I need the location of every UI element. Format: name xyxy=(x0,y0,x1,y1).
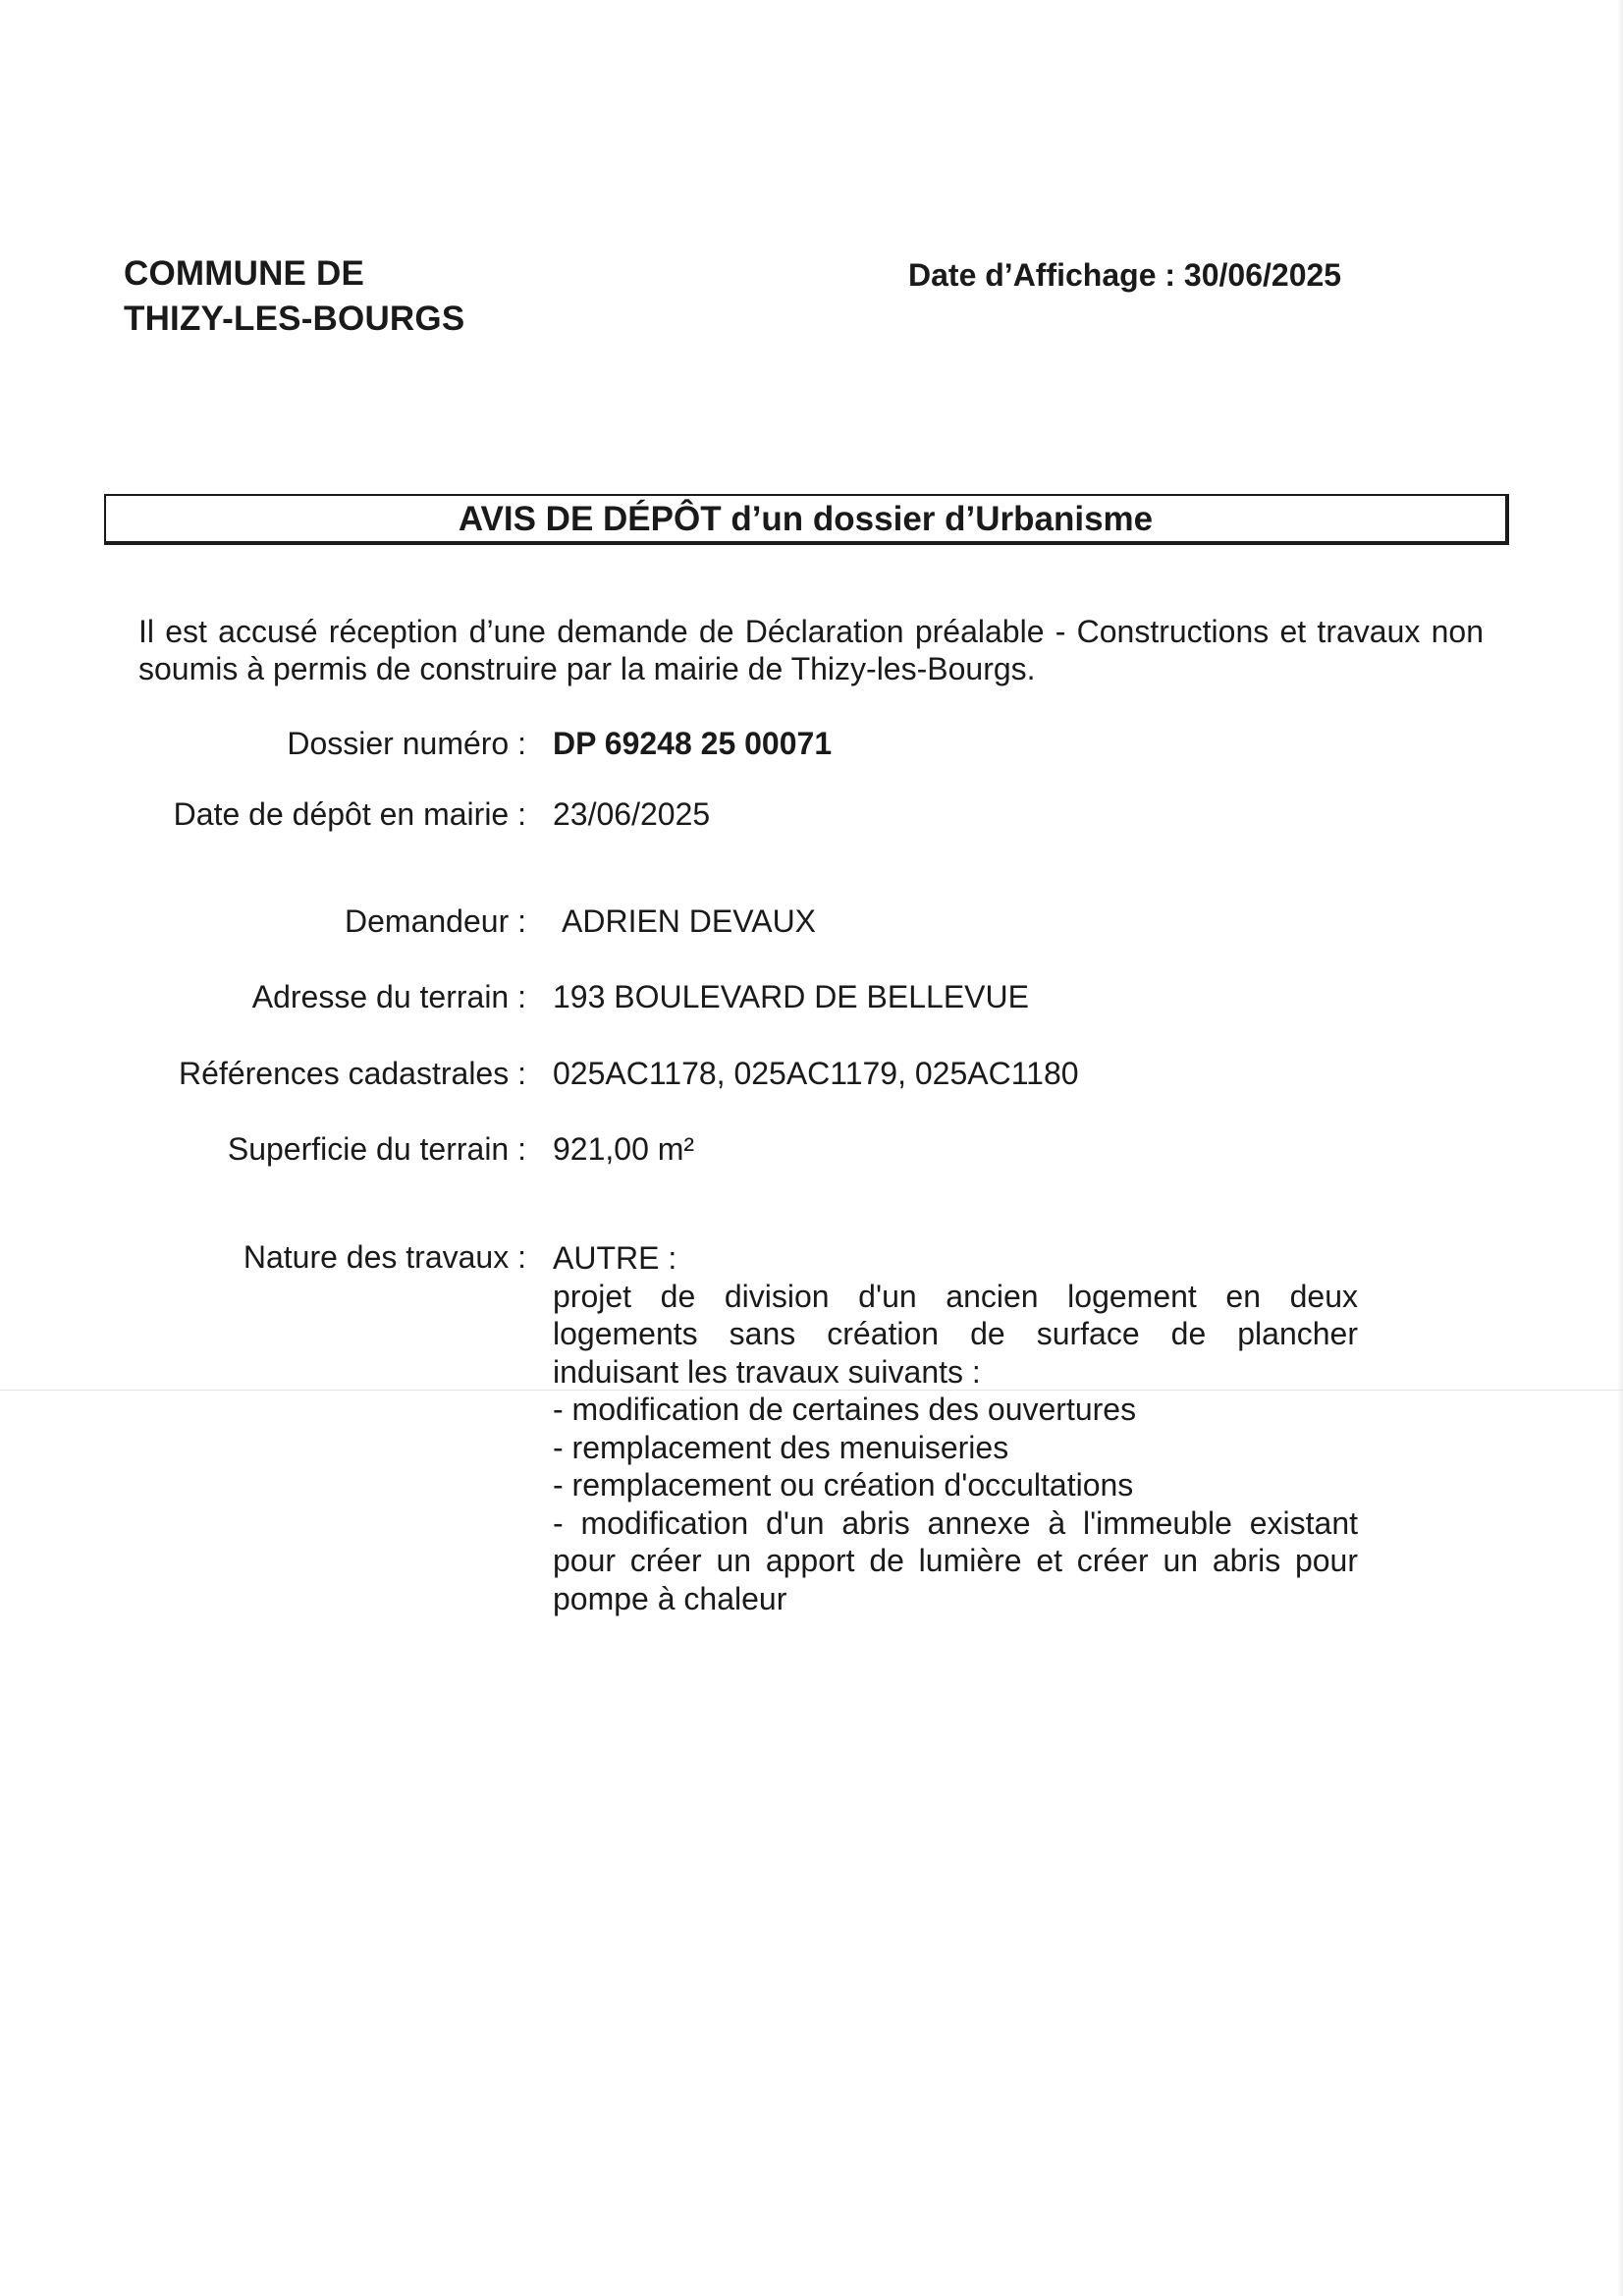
nature-line: - remplacement ou création d'occultations xyxy=(553,1467,1134,1503)
date-depot-value: 23/06/2025 xyxy=(553,796,711,832)
nature-description xyxy=(553,1239,1358,1617)
dossier-value: DP 69248 25 00071 xyxy=(553,726,833,761)
nature-line: - modification d'un abris annexe à l'immeuble existant xyxy=(553,1504,1358,1541)
nature-line: projet de division d'un ancien logement en deux xyxy=(553,1278,1358,1314)
superficie-label: Superficie du terrain : xyxy=(227,1131,526,1167)
document-title: AVIS DE DÉPÔT d’un dossier d’Urbanisme xyxy=(458,500,1154,538)
commune-line-2: THIZY-LES-BOURGS xyxy=(124,300,465,338)
date-depot-label: Date de dépôt en mairie : xyxy=(173,796,526,832)
nature-line: - remplacement des menuiseries xyxy=(553,1429,1009,1465)
commune-header xyxy=(124,251,464,342)
nature-line: logements sans création de surface de plancher xyxy=(553,1316,1358,1351)
demandeur-value: ADRIEN DEVAUX xyxy=(562,903,817,939)
commune-line-1: COMMUNE DE xyxy=(124,254,365,293)
adresse-value: 193 BOULEVARD DE BELLEVUE xyxy=(553,979,1029,1014)
dossier-label: Dossier numéro : xyxy=(287,726,526,761)
references-value: 025AC1178, 025AC1179, 025AC1180 xyxy=(553,1056,1079,1091)
superficie-value: 921,00 m² xyxy=(553,1131,695,1167)
adresse-label: Adresse du terrain : xyxy=(251,979,526,1014)
nature-line: AUTRE : xyxy=(553,1240,677,1276)
references-label: Références cadastrales : xyxy=(179,1056,526,1091)
nature-line: induisant les travaux suivants : xyxy=(553,1353,981,1390)
title-box xyxy=(104,494,1509,545)
nature-line: pompe à chaleur xyxy=(553,1580,787,1616)
nature-label: Nature des travaux : xyxy=(243,1239,526,1275)
demandeur-label: Demandeur : xyxy=(345,903,526,939)
nature-line: - modification de certaines des ouvertures xyxy=(553,1392,1137,1427)
date-affichage: Date d’Affichage : 30/06/2025 xyxy=(908,257,1342,293)
nature-line: pour créer un apport de lumière et créer un abris pour xyxy=(553,1543,1358,1578)
intro-paragraph: Il est accusé réception d’une demande de Déclaration préalable - Constructions et travaux non soumis à permis de construire par la mairie de Thizy-les-Bourgs. xyxy=(138,614,1484,686)
scan-edge-shadow xyxy=(1617,0,1623,2296)
